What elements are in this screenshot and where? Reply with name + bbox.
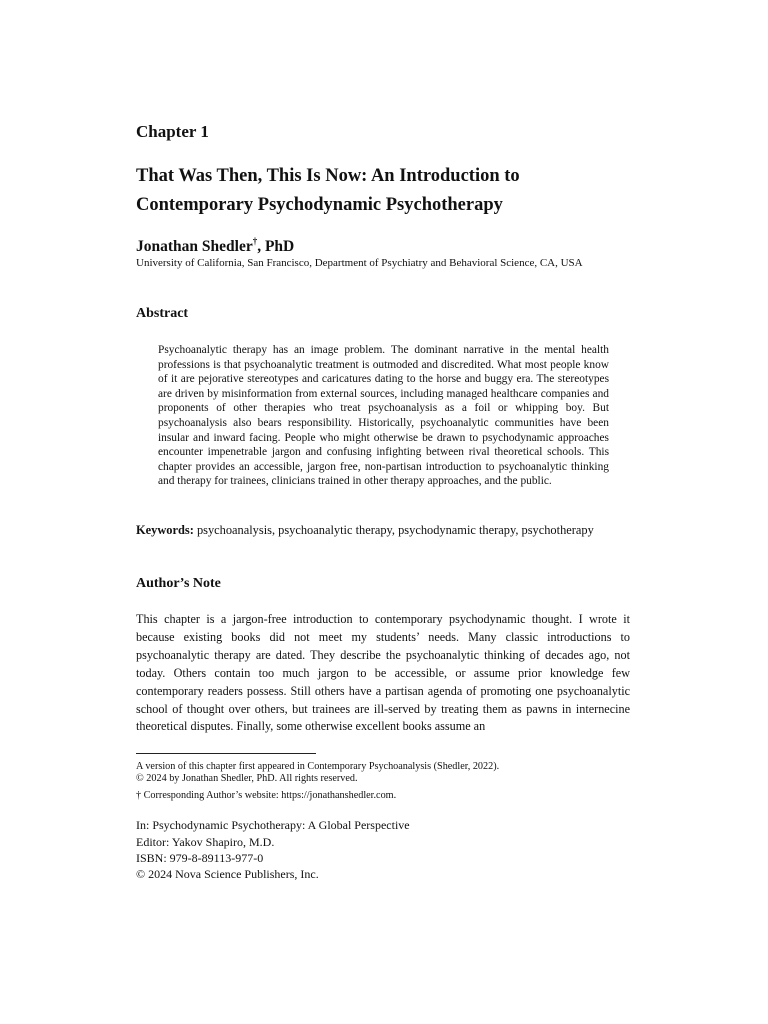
author-line	[136, 236, 294, 256]
publication-book: In: Psychodynamic Psychotherapy: A Global Perspective	[136, 818, 410, 832]
authors-note-heading: Author’s Note	[136, 576, 221, 591]
publication-editor: Editor: Yakov Shapiro, M.D.	[136, 835, 275, 849]
author-name: Jonathan Shedler	[136, 238, 253, 255]
abstract-heading: Abstract	[136, 306, 189, 321]
keywords-text: psychoanalysis, psychoanalytic therapy, psychodynamic therapy, psychotherapy	[196, 523, 594, 537]
footnote-website: † Corresponding Author’s website: https://jonathanshedler.com.	[136, 790, 397, 801]
publication-isbn: ISBN: 979-8-89113-977-0	[136, 851, 264, 865]
keywords-line	[136, 523, 594, 538]
abstract-text: Psychoanalytic therapy has an image problem. The dominant narrative in the mental health professions is that psychoanalytic treatment is outmoded and discredited. What most people know of it are pejorative stereotypes and caricatures dating to the horse and buggy era. The stereotypes are driven by misinformation from external sources, including managed healthcare companies and proponents of other therapies who treat psychoanalysis as a foil or whipping boy. But psychoanalysis also bears responsibility. Historically, psychoanalytic communities have been insular and inward facing. People who might otherwise be drawn to psychodynamic approaches encounter impenetrable jargon and confusing infighting between rival theoretical schools. This chapter provides an accessible, jargon free, non-partisan introduction to psychoanalytic thinking and therapy for trainees, clinicians trained in other therapy approaches, and the public.	[158, 344, 609, 488]
footnote-divider	[136, 753, 316, 754]
footnote-first-appeared: A version of this chapter first appeared in Contemporary Psychoanalysis (Shedler, 2022).	[136, 761, 500, 772]
authors-note-text: This chapter is a jargon-free introduction to contemporary psychodynamic thought. I wrote it because existing books did not meet my students’ needs. Many classic introductions to psychoanalytic therapy are dated. They describe the psychoanalytic thinking of decades ago, not today. Others contain too much jargon to be accessible, or assume prior knowledge few contemporary readers possess. Still others have a partisan agenda of promoting one psychoanalytic school of thought over others, but trainees are ill-served by treating them as pawns in internecine theoretical disputes. Finally, some otherwise excellent books assume an	[136, 612, 630, 734]
chapter-label: Chapter 1	[136, 122, 209, 141]
footnote-copyright: © 2024 by Jonathan Shedler, PhD. All rights reserved.	[136, 773, 358, 784]
chapter-title: That Was Then, This Is Now: An Introduction to Contemporary Psychodynamic Psychotherapy	[136, 166, 520, 215]
author-dagger-mark: †	[252, 236, 258, 246]
keywords-label: Keywords:	[136, 523, 194, 537]
publication-copyright: © 2024 Nova Science Publishers, Inc.	[136, 867, 319, 881]
author-affiliation: University of California, San Francisco, Department of Psychiatry and Behavioral Science, CA, USA	[136, 257, 583, 269]
author-degree: , PhD	[257, 238, 295, 255]
